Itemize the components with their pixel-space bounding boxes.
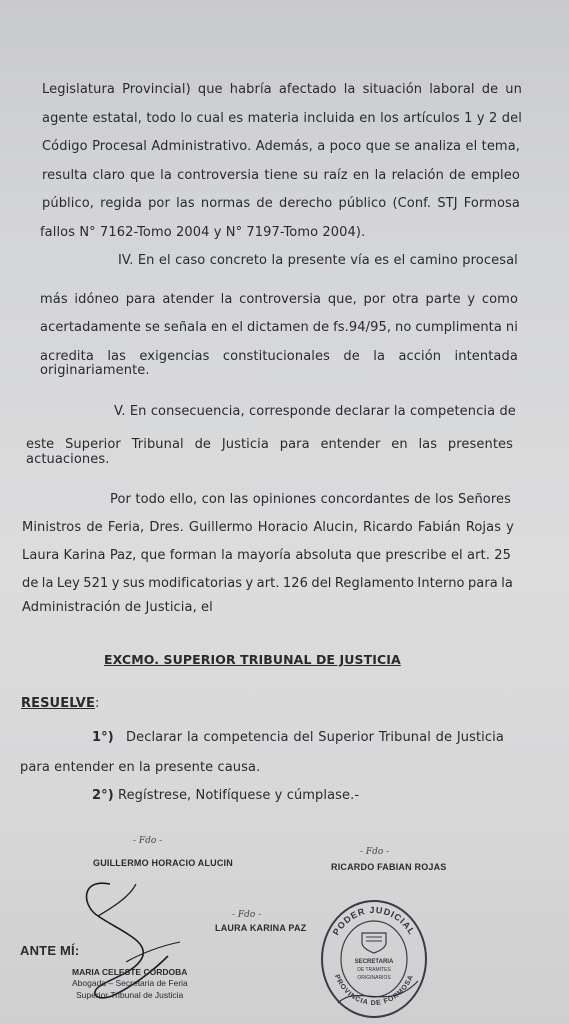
word: no [395,320,412,335]
word: dictamen [247,320,309,335]
word: mayoría [237,548,292,563]
word: presentes [447,437,513,452]
word: y [476,111,485,126]
signer-name: RICARDO FABIAN ROJAS [331,862,447,872]
word: como [481,292,518,307]
word: Provincial) [122,82,191,97]
text-line [110,492,511,508]
word: fs.94/95, [333,320,392,335]
seal-bottom-text: PROVINCIA DE FORMOSA [332,973,416,1008]
word: la [160,168,172,183]
word: En [137,253,155,268]
text-line: originariamente. [40,363,150,378]
word: controversia [177,168,260,183]
word: de [256,196,273,211]
word: forman [169,548,217,563]
word: Alucin, [313,520,358,535]
word: Ley [56,576,80,591]
word: la [220,292,233,307]
word: el [158,253,171,268]
word: de [86,520,103,535]
word: las [229,492,249,507]
resuelve-colon: : [94,696,100,711]
word: de [194,437,212,452]
item-number: 2°) [92,788,114,803]
word: Justicia [221,437,269,452]
word: art. [467,548,490,563]
word: público, [42,196,95,211]
word: de [414,492,431,507]
word: de [22,576,39,591]
text-line [118,253,518,269]
word: raíz [323,168,348,183]
word: declarar [335,404,390,419]
word: las [176,196,195,211]
seal-center-line: DE TRAMITES [357,967,391,973]
word: constitucionales [222,349,330,364]
word: Dres. [149,520,184,535]
word: Laura [22,548,60,563]
text-line [42,139,520,155]
word: de [449,168,466,183]
word: normas [200,196,251,211]
resolution-item-2 [92,788,359,804]
word: 25 [494,548,511,563]
word: controversia [239,292,322,307]
word: que, [327,292,357,307]
word: este [26,437,55,452]
word: tiene [264,168,298,183]
word: Reglamento [334,576,415,591]
word: competencia [409,404,496,419]
word: agente [42,111,89,126]
word: procesal [462,253,518,268]
word: relación [391,168,444,183]
word: cual [196,111,224,126]
word: es [228,111,244,126]
fdo-mark: - Fdo - [232,910,262,920]
word: el [231,320,244,335]
word: que [365,139,391,154]
word: Superior [318,730,375,745]
word: del [501,111,522,126]
word: y [245,576,254,591]
word: la [374,168,387,183]
seal-center-line: ORIGINARIOS [357,975,391,981]
word: la [501,576,513,591]
word: Ricardo [362,520,413,535]
word: En [129,404,147,419]
item-number: 1°) [92,730,114,745]
text-line [42,111,522,127]
item-text: Regístrese, Notifíquese y cúmplase.- [118,788,360,803]
word: en [352,168,370,183]
text-line [22,520,514,536]
word: del [311,576,332,591]
resolution-item-1 [92,730,504,746]
resolution-item-1-cont: para entender en la presente causa. [20,760,261,775]
word: claro [92,168,125,183]
word: regida [100,196,142,211]
word: en [359,111,376,126]
word: a [317,139,326,154]
word: todo [135,492,166,507]
word: los [434,492,454,507]
word: en [210,320,228,335]
word: sus [122,576,145,591]
word: Procesal [92,139,147,154]
word: Feria, [107,520,145,535]
word: y [506,520,514,535]
word: tema, [481,139,520,154]
word: Rojas [465,520,502,535]
word: concreto [209,253,268,268]
signer-name: LAURA KARINA PAZ [215,923,307,933]
text-line [114,404,516,420]
word: y [467,292,476,307]
word: Superior [65,437,121,452]
word: Formosa [463,196,520,211]
word: Karina [63,548,106,563]
word: de [435,730,453,745]
word: las [418,437,438,452]
word: un [505,82,522,97]
ante-mi-label: ANTE MÍ: [20,943,80,958]
word: Guillermo [188,520,253,535]
word: se [144,320,160,335]
word: el [465,139,478,154]
word: situación [362,82,423,97]
word: para [279,437,310,452]
word: absoluta [295,548,353,563]
item-text [126,730,504,746]
word: la [393,404,406,419]
word: su [303,168,319,183]
word: poco [329,139,362,154]
word: para [125,292,156,307]
word: que [356,548,382,563]
word: opiniones [252,492,317,507]
text-line [42,82,522,98]
word: acción [398,349,442,364]
court-heading: EXCMO. SUPERIOR TRIBUNAL DE JUSTICIA [104,652,401,667]
word: ello, [169,492,198,507]
word: intentada [454,349,518,364]
word: (Conf. [392,196,432,211]
fdo-mark: - Fdo - [133,836,163,846]
word: los [380,111,399,126]
word: público [338,196,387,211]
word: la [373,349,386,364]
word: las [107,349,126,364]
word: la [186,730,199,745]
resuelve-label: RESUELVE [21,696,95,711]
text-line [26,437,513,453]
word: Por [110,492,131,507]
text-line [40,292,518,308]
word: derecho [278,196,333,211]
word: 2 [489,111,498,126]
word: se [394,139,410,154]
word: de [312,320,330,335]
word: presente [287,253,346,268]
fdo-mark: - Fdo - [360,847,390,857]
word: con [201,492,226,507]
text-line [40,320,518,336]
word: la [271,253,284,268]
text-line: fallos N° 7162-Tomo 2004 y N° 7197-Tomo 2004). [40,225,366,240]
word: resulta [42,168,88,183]
word: empleo [470,168,520,183]
word: Señores [458,492,511,507]
word: STJ [437,196,458,211]
seal-top-text: PODER JUDICIAL [330,904,418,937]
word: y [111,576,120,591]
word: competencia [203,730,289,745]
word: de [499,404,516,419]
word: todo [146,111,177,126]
word: estatal, [92,111,142,126]
word: Legislatura [42,82,115,97]
word: acertadamente [40,320,142,335]
word: Interno [417,576,465,591]
word: lo [180,111,193,126]
text-line: Administración de Justicia, el [22,600,213,615]
word: parte [425,292,461,307]
word: de [481,82,499,97]
word: corresponde [249,404,331,419]
word: 126 [282,576,309,591]
text-line [42,196,520,212]
word: consecuencia, [150,404,245,419]
secretary-name: MARIA CELESTE CORDOBA [72,967,188,977]
word: prescribe [385,548,447,563]
word: por [363,292,386,307]
text-line: actuaciones. [26,452,110,467]
word: la [221,548,233,563]
word: incluida [303,111,355,126]
word: Tribunal [378,730,431,745]
word: en [391,437,408,452]
word: 521 [83,576,109,591]
text-line [42,168,520,184]
word: para [467,576,498,591]
word: Administrativo. [151,139,252,154]
word: exigencias [139,349,210,364]
word: que [197,82,223,97]
word: V. [114,404,126,419]
word: cumplimenta [415,320,502,335]
secretary-org: Superior Tribunal de Justicia [76,990,184,1000]
word: la [41,576,54,591]
word: ni [505,320,518,335]
word: Código [42,139,88,154]
word: por [148,196,170,211]
word: atender [162,292,214,307]
word: afectado [278,82,337,97]
word: otra [392,292,419,307]
word: Fabián [417,520,461,535]
word: Paz, [109,548,137,563]
word: señala [163,320,208,335]
word: acredita [40,349,94,364]
official-seal-icon [318,893,430,1023]
word: camino [409,253,458,268]
word: concordantes [320,492,410,507]
signer-name: GUILLERMO HORACIO ALUCIN [93,858,233,868]
word: Además, [255,139,313,154]
word: entender [320,437,381,452]
word: de [343,349,360,364]
word: Justicia [456,730,504,745]
secretary-title: Abogada – Secretaria de Feria [72,978,188,988]
word: Horacio [257,520,309,535]
word: 1 [464,111,473,126]
text-line [22,576,513,592]
seal-center-line: SECRETARIA [354,959,394,965]
word: idóneo [74,292,119,307]
word: modificatorias [148,576,243,591]
word: que [130,168,155,183]
word: que [140,548,166,563]
word: es [374,253,390,268]
word: vía [350,253,370,268]
text-line [22,548,511,564]
word: Declarar [126,730,183,745]
word: analiza [414,139,462,154]
word: el [450,548,463,563]
word: materia [247,111,300,126]
word: del [293,730,314,745]
word: Ministros [22,520,82,535]
resuelve-heading [21,696,99,712]
word: art. [256,576,280,591]
word: Tribunal [131,437,184,452]
word: caso [175,253,206,268]
word: artículos [403,111,460,126]
word: habría [229,82,272,97]
word: IV. [118,253,134,268]
word: el [393,253,406,268]
word: laboral [429,82,475,97]
word: más [40,292,68,307]
word: la [343,82,356,97]
